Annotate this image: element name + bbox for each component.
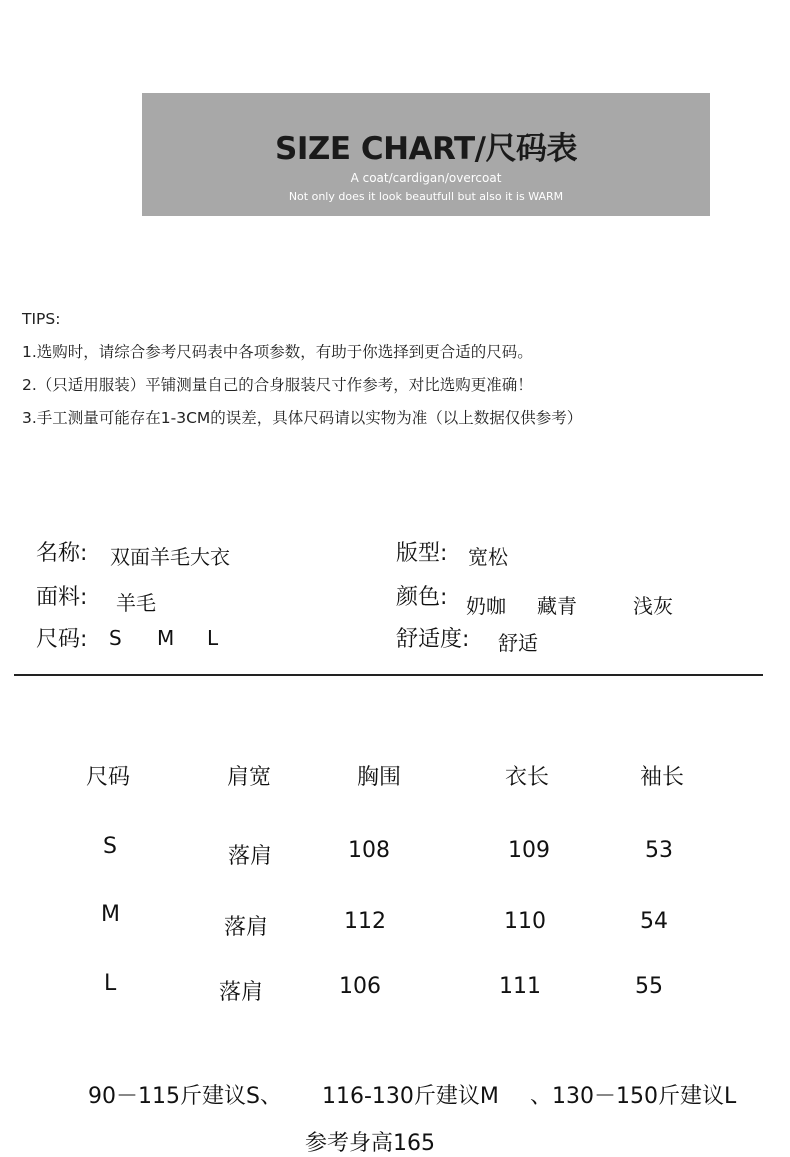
cell-chest: 112 [344, 909, 386, 934]
tip-item: 2.（只适用服装）平铺测量自己的合身服装尺寸作参考，对比选购更准确！ [22, 376, 533, 394]
comfort-label: 舒适度: [396, 627, 470, 652]
size-label: 尺码: [36, 627, 88, 652]
banner-subtitle: A coat/cardigan/overcoat [350, 171, 502, 185]
color-option: 浅灰 [633, 594, 673, 618]
suggestion-l: 、130－150斤建议L [530, 1084, 737, 1109]
cell-chest: 106 [339, 974, 381, 999]
size-option: M [157, 626, 175, 650]
header-length: 衣长 [505, 765, 550, 790]
tip-item: 3.手工测量可能存在1-3CM的误差，具体尺码请以实物为准（以上数据仅供参考） [22, 409, 583, 427]
suggestion-m: 116-130斤建议M [322, 1084, 499, 1109]
cell-size: M [101, 902, 120, 927]
color-option: 藏青 [537, 594, 577, 618]
cell-chest: 108 [348, 838, 390, 863]
header-sleeve: 袖长 [640, 765, 685, 790]
header-chest: 胸围 [357, 765, 402, 790]
cell-shoulder: 落肩 [228, 844, 273, 869]
tips-heading: TIPS: [22, 310, 61, 328]
comfort-value: 舒适 [498, 631, 538, 655]
name-label: 名称: [36, 541, 88, 566]
tips-section [22, 308, 582, 440]
cell-length: 110 [504, 909, 546, 934]
cell-sleeve: 53 [645, 838, 673, 863]
cell-size: S [103, 834, 117, 859]
header-banner [142, 93, 710, 216]
fit-label: 版型: [396, 541, 448, 566]
suggestion-s: 90－115斤建议S、 [88, 1084, 282, 1109]
cell-sleeve: 55 [635, 974, 663, 999]
cell-shoulder: 落肩 [219, 980, 264, 1005]
section-divider [14, 674, 763, 676]
banner-tagline: Not only does it look beautfull but also it is WARM [288, 190, 564, 203]
size-option: L [207, 626, 219, 650]
fabric-value: 羊毛 [116, 591, 156, 615]
reference-height: 参考身高165 [305, 1131, 435, 1156]
fabric-label: 面料: [36, 585, 88, 610]
cell-size: L [104, 971, 117, 996]
page-title: SIZE CHART/尺码表 [275, 131, 577, 167]
cell-length: 111 [499, 974, 541, 999]
color-label: 颜色: [396, 585, 448, 610]
cell-sleeve: 54 [640, 909, 668, 934]
fit-value: 宽松 [468, 545, 508, 569]
header-shoulder: 肩宽 [227, 765, 272, 790]
header-size: 尺码 [86, 765, 131, 790]
tip-item: 1.选购时，请综合参考尺码表中各项参数，有助于你选择到更合适的尺码。 [22, 343, 533, 361]
name-value: 双面羊毛大衣 [110, 545, 230, 569]
color-option: 奶咖 [466, 594, 506, 618]
size-option: S [109, 626, 122, 650]
cell-length: 109 [508, 838, 550, 863]
cell-shoulder: 落肩 [224, 915, 269, 940]
